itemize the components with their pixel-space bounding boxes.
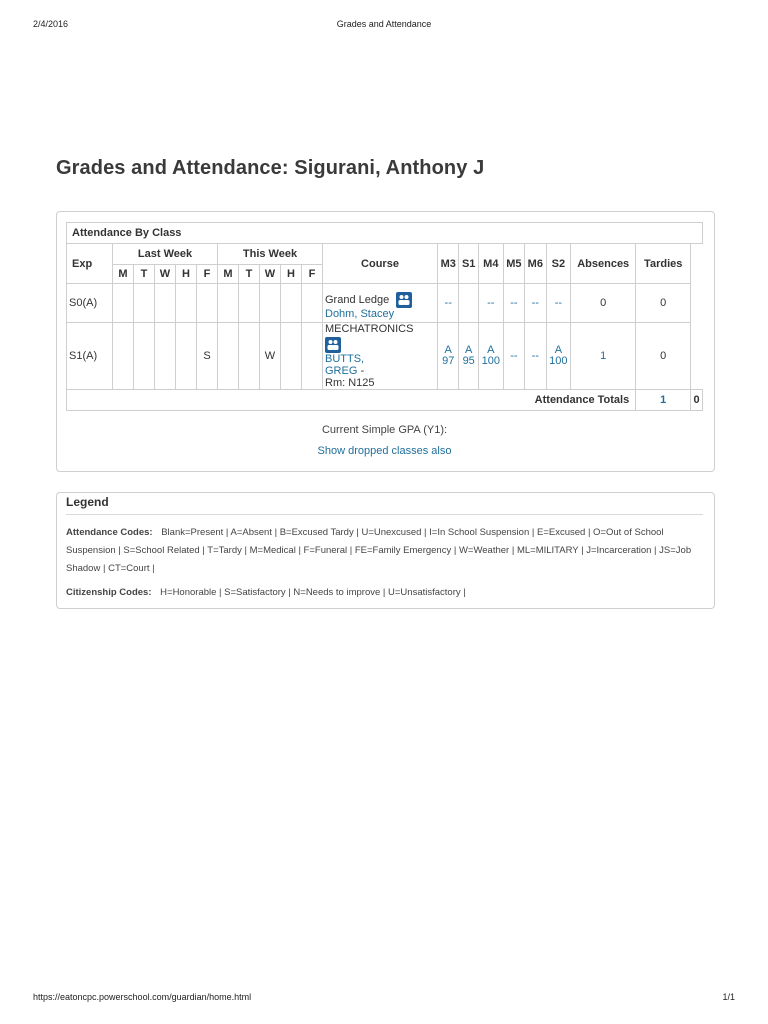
header-day: W — [155, 265, 176, 284]
citizenship-codes-label: Citizenship Codes: — [66, 587, 152, 598]
attendance-caption: Attendance By Class — [67, 223, 703, 244]
legend-divider — [66, 514, 703, 515]
attendance-table — [66, 222, 703, 411]
day-cell — [281, 284, 302, 323]
grade-link[interactable]: -- — [531, 349, 539, 362]
print-footer — [0, 992, 768, 1004]
attendance-codes-text: Blank=Present | A=Absent | B=Excused Tardy | U=Unexcused | I=In School Suspension | E=Excused | O=Out of School Suspension | S=School Related | T=Tardy | M=Medical | F=Funeral | FE=Family Emergency | W=Weather | ML=MILITARY | J=Incarceration | JS=Job Shadow | CT=Court | — [66, 527, 692, 574]
grade-link[interactable]: -- — [487, 296, 495, 309]
teacher-link[interactable]: BUTTS, GREG — [325, 353, 365, 377]
day-cell — [218, 284, 239, 323]
show-dropped-classes-link[interactable]: Show dropped classes also — [317, 445, 452, 457]
term-cell[interactable] — [438, 284, 459, 323]
table-row — [67, 284, 703, 323]
header-term-s1: S1 — [459, 244, 479, 284]
score-link[interactable]: 100 — [481, 355, 500, 367]
print-title: Grades and Attendance — [336, 19, 432, 29]
day-cell — [176, 284, 197, 323]
room-text: - Rm: N125 — [325, 365, 375, 389]
table-row — [67, 323, 703, 390]
print-header — [0, 19, 768, 31]
header-term-m6: M6 — [525, 244, 546, 284]
legend-title: Legend — [66, 495, 109, 509]
page-title: Grades and Attendance: Sigurani, Anthony J — [56, 157, 485, 179]
header-last-week: Last Week — [113, 244, 218, 265]
totals-row — [67, 390, 703, 411]
header-this-week: This Week — [218, 244, 323, 265]
header-term-m5: M5 — [503, 244, 524, 284]
day-cell: S — [197, 323, 218, 390]
grade-link[interactable]: A — [444, 344, 452, 356]
attendance-codes-label: Attendance Codes: — [66, 527, 153, 538]
absences-link[interactable]: 1 — [600, 350, 607, 362]
term-cell[interactable] — [525, 323, 546, 390]
day-cell — [113, 323, 134, 390]
header-day: H — [176, 265, 197, 284]
term-cell[interactable] — [438, 323, 459, 390]
header-term-m4: M4 — [478, 244, 503, 284]
day-cell — [155, 323, 176, 390]
term-cell[interactable] — [503, 284, 524, 323]
day-cell — [176, 323, 197, 390]
day-cell: W — [260, 323, 281, 390]
term-cell — [459, 284, 479, 323]
citizenship-codes-text: H=Honorable | S=Satisfactory | N=Needs to improve | U=Unsatisfactory | — [160, 587, 466, 598]
header-day: F — [197, 265, 218, 284]
term-cell[interactable] — [503, 323, 524, 390]
term-cell[interactable] — [478, 323, 503, 390]
course-name: MECHATRONICS — [325, 323, 414, 335]
absences-cell: 0 — [571, 284, 636, 323]
header-day: T — [134, 265, 155, 284]
exp-cell: S0(A) — [67, 284, 113, 323]
day-cell — [134, 284, 155, 323]
grade-link[interactable]: -- — [510, 296, 518, 309]
score-link[interactable]: 97 — [442, 355, 455, 367]
day-cell — [281, 323, 302, 390]
tardies-cell: 0 — [636, 284, 691, 323]
grade-link[interactable]: -- — [531, 296, 539, 309]
day-cell — [218, 323, 239, 390]
absences-cell[interactable] — [571, 323, 636, 390]
day-cell — [197, 284, 218, 323]
header-term-s2: S2 — [546, 244, 571, 284]
header-course: Course — [323, 244, 438, 284]
day-cell — [302, 284, 323, 323]
header-day: F — [302, 265, 323, 284]
term-cell[interactable] — [459, 323, 479, 390]
exp-cell: S1(A) — [67, 323, 113, 390]
teacher-email-icon[interactable] — [325, 337, 341, 353]
term-cell[interactable] — [546, 323, 571, 390]
header-day: W — [260, 265, 281, 284]
tardies-cell: 0 — [636, 323, 691, 390]
grade-link[interactable]: A — [487, 344, 495, 356]
grade-link[interactable]: A — [465, 344, 473, 356]
day-cell — [239, 284, 260, 323]
term-cell[interactable] — [546, 284, 571, 323]
legend-body — [66, 524, 702, 602]
day-cell — [134, 323, 155, 390]
header-day: M — [218, 265, 239, 284]
course-cell — [323, 323, 438, 390]
grade-link[interactable]: -- — [444, 296, 452, 309]
term-cell[interactable] — [478, 284, 503, 323]
header-term-m3: M3 — [438, 244, 459, 284]
teacher-email-icon[interactable] — [396, 292, 412, 308]
course-name: Grand Ledge — [325, 293, 390, 306]
totals-label: Attendance Totals — [67, 390, 636, 411]
header-day: M — [113, 265, 134, 284]
gpa-line: Current Simple GPA (Y1): — [321, 424, 448, 436]
teacher-link[interactable]: Dohm, Stacey — [325, 308, 395, 320]
course-cell — [323, 284, 438, 323]
grade-link[interactable]: -- — [510, 349, 518, 362]
print-url: https://eatoncpc.powerschool.com/guardian/home.html — [33, 992, 252, 1002]
day-cell — [239, 323, 260, 390]
total-absences-link[interactable]: 1 — [660, 394, 667, 406]
header-tardies: Tardies — [636, 244, 691, 284]
day-cell — [260, 284, 281, 323]
day-cell — [155, 284, 176, 323]
grade-link[interactable]: -- — [554, 296, 563, 309]
day-cell — [302, 323, 323, 390]
score-link[interactable]: 100 — [549, 355, 568, 367]
header-exp: Exp — [67, 244, 113, 284]
header-day: H — [281, 265, 302, 284]
grade-link[interactable]: A — [554, 344, 563, 356]
total-absences-cell[interactable] — [636, 390, 691, 411]
header-absences: Absences — [571, 244, 636, 284]
header-day: T — [239, 265, 260, 284]
day-cell — [113, 284, 134, 323]
term-cell[interactable] — [525, 284, 546, 323]
print-page-count: 1/1 — [722, 992, 735, 1002]
score-link[interactable]: 95 — [462, 355, 475, 367]
total-tardies: 0 — [691, 390, 703, 411]
print-date: 2/4/2016 — [33, 19, 69, 29]
